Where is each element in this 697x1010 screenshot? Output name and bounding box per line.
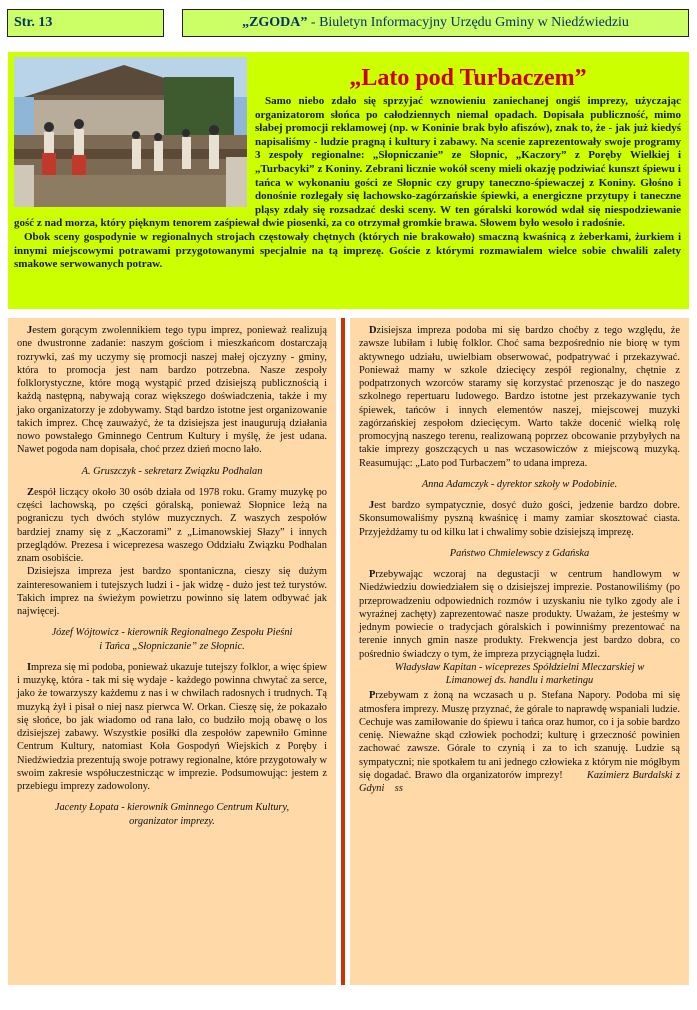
statement-paragraph: Dzisiejsza impreza jest bardzo spontaniczna, cieszy się dużym zainteresowaniem i tutejszych ludzi i - jak widzę - dużo jest też turystów. Takich imprez na świeżym powietrzu powinno się latem odbywać jak najwięcej. xyxy=(17,566,327,617)
statement-paragraph xyxy=(359,499,680,539)
statement-paragraph xyxy=(359,568,680,661)
statement-signature: Limanowej ds. handlu i marketingu xyxy=(445,675,594,686)
bulletin-name: „ZGODA” xyxy=(242,15,308,30)
column-divider xyxy=(341,318,345,985)
statement-paragraph xyxy=(17,661,327,794)
lead-article xyxy=(8,52,689,309)
page-number: Str. 13 xyxy=(14,15,53,30)
statement-signature: Państwo Chmielewscy z Gdańska xyxy=(449,547,590,559)
drop-initial: P xyxy=(369,690,376,702)
statement-paragraph xyxy=(359,689,680,795)
statement-text: estem gorącym zwolennikiem tego typu imprez, ponieważ realizują one dwustronne zadanie: naszym gościom i mieszkańcom dostarczają rozrywki, zaś my uczymy się promocji naszej małej ojczyzny - gminy, która to promocja jest nam bardzo potrzebna. Nasze zespoły folklorystyczne, które mogą wystąpić przed dzisiejszą publicznością i każdą następną, nabywają coraz większego doświadczenia, także i my jako organizatorzy je zdobywamy. Stąd bardzo istotne jest organizowanie takich imprez. Chcę zauważyć, że ta dzisiejsza jest inaugurują działania nowo powstałego Gminnego Centrum Kultury i myślę, że jest udana. Nawet pogoda nam dopisała, choć przez dzień mocno lało. xyxy=(17,325,327,456)
drop-initial: I xyxy=(27,661,32,673)
statement-signature: Józef Wójtowicz - kierownik Regionalnego Zespołu Pieśni xyxy=(51,627,293,639)
statement-text: rzebywając wczoraj na degustacji w centrum handlowym w Niedźwiedziu dowiedziałem się o dzisiejszej imprezie. Postanowiliśmy (po przeprowadzeniu odpowiednich rozmów i uzyskaniu nie tylko zgody ale i wyraźnej zachęty) zaprezentować nasze produkty. Uważam, że jesteśmy w jednym powiecie o tradycjach góralskich i powinniśmy prezentować na terenie innych gmin nasze produkty. Frekwencja jest bardzo dobra, co pośrednio świadczy o tym, że impreza przyciągnęła ludzi. xyxy=(359,569,680,660)
drop-initial: J xyxy=(27,325,33,336)
lead-title: „Lato pod Turbaczem” xyxy=(349,65,587,91)
statement-paragraph xyxy=(17,486,327,566)
statement-text: est bardzo sympatycznie, dosyć dużo gości, jedzenie bardzo dobre. Skonsumowaliśmy pyszną kwaśnicę i mamy zamiar skosztować ciasta. Przyjeżdżamy tu od kilku lat i chwalimy sobie dzisiejszą imprezę. xyxy=(359,500,680,538)
statement-signature: Władysław Kapitan - wiceprezes Spółdzielni Mleczarskiej w xyxy=(394,661,645,673)
statement-text: mpreza się mi podoba, ponieważ ukazuje tutejszy folklor, a więc śpiew i muzykę, która - tak mi się wydaje - każdego powinna chwytać za serce, jako że towarzyszy każdemu z nas i w chwilach radosnych i trudnych. Tą muzyką żył i pisał o niej nasz pierwca W. Orkan. Cieszę się, że pokazało się słońce, bo jak wiadomo od rana lało, co budziło moją obawę o los dzisiejszej zabawy. Wszystkie posiłki dla zespołów zapewniło Gminne Centrum Kultury, natomiast Koła Gospodyń Wiejskich z Poręby i Niedźwiedzia prezentują swoje potrawy regionalne, które przygotowały w swoim zakresie współuczestnicząc w imprezie. Podsumowując: jestem z przebiegu imprezy zadowolony. xyxy=(17,661,327,792)
bulletin-subtitle: - Biuletyn Informacyjny Urzędu Gminy w Niedźwiedziu xyxy=(307,15,629,30)
drop-initial: P xyxy=(369,569,376,580)
bulletin-header xyxy=(182,9,689,37)
author-initials: ss xyxy=(394,783,403,794)
lead-paragraph-1: Samo niebo zdało się sprzyjać wznowieniu zaniechanej ongiś imprezy, użyczając organizatorom słońca po całodziennych niemal opadach. Dopisała publiczność, mimo słabej promocji reklamowej (np. w Koninie brak było afiszów), znak to, że - jak już kiedyś napisaliśmy - ludzie pragną i kultury i zabawy. Na scenie zaprezentowały swoje programy 3 zespoły regionalne: „Słopniczanie” ze Słopnic, „Kaczory” z Poręby Wielkiej i „Turbacyki” z Koniny. Zebrani licznie wokół sceny mieli okazję podziwiać kunszt śpiewu i tańca w wykonaniu gości ze Słopnic czy grupy taneczno-śpiewaczej z Koniny. Głośno i donośnie rozlegały się lachowsko-zagórzańskie śpiewki, a energiczne przytupy i taneczne pląsy zdały się rozsadzać deski sceny. W ten góralski korowód wdał się niespodziewanie gość z nad morza, który pięknym tenorem zaśpiewał dwie piosenki, za co otrzymał gromkie brawa. Słowem było wesoło i radośnie. xyxy=(14,95,681,230)
statement-signature: organizator imprezy. xyxy=(129,815,215,827)
statement-text: zisiejsza impreza podoba mi się bardzo choćby z tego względu, że zawsze lubiłam i lubię folklor. Choć sama bezpośrednio nie biorę w tym aktywnego udziału, uwielbiam obserwować, podpatrywać i przekazywać. Ponieważ mamy w szkole dziecięcy zespół regionalny, chętnie z podpatrzonych wzorców staramy się korzystać przenosząc je do naszego szkolnego repertuaru ludowego. Bardzo istotne jest przekazywanie tych śpiewek, tańców i innych elementów naszej, miejscowej muzyki zagórzańskiej zespołom dziecięcym. Warto także docenić wielką rolę promocyjną naszego terenu, realizowaną poprzez obcowanie przybyłych na takie imprezy goszczących u nas wczasowiczów z miejscową muzyką. Reasumując: „Lato pod Turbaczem” to udana impreza. xyxy=(359,325,680,469)
statement-paragraph xyxy=(359,324,680,470)
festival-stage-photo xyxy=(14,57,247,207)
drop-initial: Z xyxy=(27,486,34,498)
photo-illustration xyxy=(14,57,247,207)
statement-text: espół liczący około 30 osób działa od 1978 roku. Gramy muzykę po części lachowską, po części góralską, ponieważ Słopnice leżą na pograniczu tych dwóch stylów muzycznych. Z waszych zespołów bardziej znamy się z „Kaczorami” z „Limanowskiej Słazy” i innych przeglądów. Prezesa i wiceprezesa waszego Oddziału Związku Podhalan znam osobiście. xyxy=(17,486,327,564)
statement-signature: A. Gruszczyk - sekretarz Związku Podhalan xyxy=(81,465,263,477)
statement-signature: i Tańca „Słopniczanie” ze Słopnic. xyxy=(99,640,245,652)
page-number-box xyxy=(7,9,164,37)
statement-signature: Anna Adamczyk - dyrektor szkoły w Podobinie. xyxy=(421,478,618,490)
drop-initial: J xyxy=(369,500,375,511)
right-column xyxy=(350,318,689,985)
statement-text: rzebywam z żoną na wczasach u p. Stefana Napory. Podoba mi się atmosfera imprezy. Muszę przyznać, że górale to naprawdę wspaniali ludzie. Cechuje was zamiłowanie do śpiewu i tańca oraz humor, co i ja sobie bardzo cenię. Nieważne skąd człowiek pochodzi; kulturę i grzeczność powinien zachować zawsze. Górale to czynią i za to ich szanuję. Ludzie są sympatyczni; nie spotkałem tu ani jednego człowieka z którym nie mógłbym się dogadać. Brawo dla organizatorów imprezy! xyxy=(359,690,680,781)
left-column xyxy=(8,318,336,985)
drop-initial: D xyxy=(369,325,377,336)
statement-signature: Jacenty Łopata - kierownik Gminnego Centrum Kultury, xyxy=(54,802,290,814)
statement-paragraph xyxy=(17,324,327,457)
statement-signature: Kazimierz Burdalski z Gdyni xyxy=(359,769,681,794)
lead-paragraph-2: Obok sceny gospodynie w regionalnych strojach częstowały chętnych (których nie brakowało) smaczną kwaśnicą z żeberkami, żurkiem i innymi miejscowymi potrawami przygotowanymi specjalnie na tą imprezę. Goście z którymi rozmawialem wielce sobie chwalili zalety smakowe serwowanych potraw. xyxy=(14,230,681,271)
